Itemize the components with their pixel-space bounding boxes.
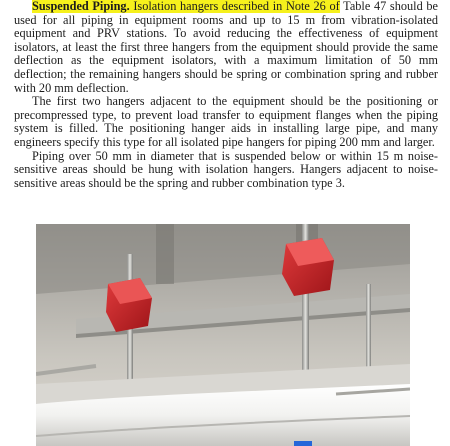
paragraph-noise-sensitive: Piping over 50 mm in diameter that is suspended below or within 15 m noise-sensitive areas should be hung with isolation hangers. Hangers adjacent to noise-sensitive areas should be the spring and rubber combination type 3. [14, 148, 438, 190]
paragraph-text: Table 47 should be used for all piping in equipment rooms and up to 15 m from vibration-isolated equipment and PRV stations. To avoid reducing the effectiveness of equipment isolators, at least the first three hangers from the equipment should provide the same deflection as the equipment isolators, with a maximum limitation of 50 mm deflection; the remaining hangers should be spring or combination spring and rubber with 20 mm deflection. [14, 0, 438, 95]
hanger-photo [36, 224, 410, 446]
paragraph-positioning-hangers: The first two hangers adjacent to the equipment should be the positioning or precompressed type, to prevent load transfer to equipment flanges when the piping system is filled. The positioning hanger aids in installing large pipe, and many engineers specify this type for all isolated pipe hangers for piping 200 mm and larger. [14, 94, 438, 149]
text-block [14, 0, 438, 190]
paragraph-suspended-piping [14, 0, 438, 95]
highlighted-text: Isolation hangers described in Note 26 of [129, 0, 340, 13]
scroll-position-marker[interactable] [294, 441, 312, 446]
section-heading: Suspended Piping. [32, 0, 130, 13]
